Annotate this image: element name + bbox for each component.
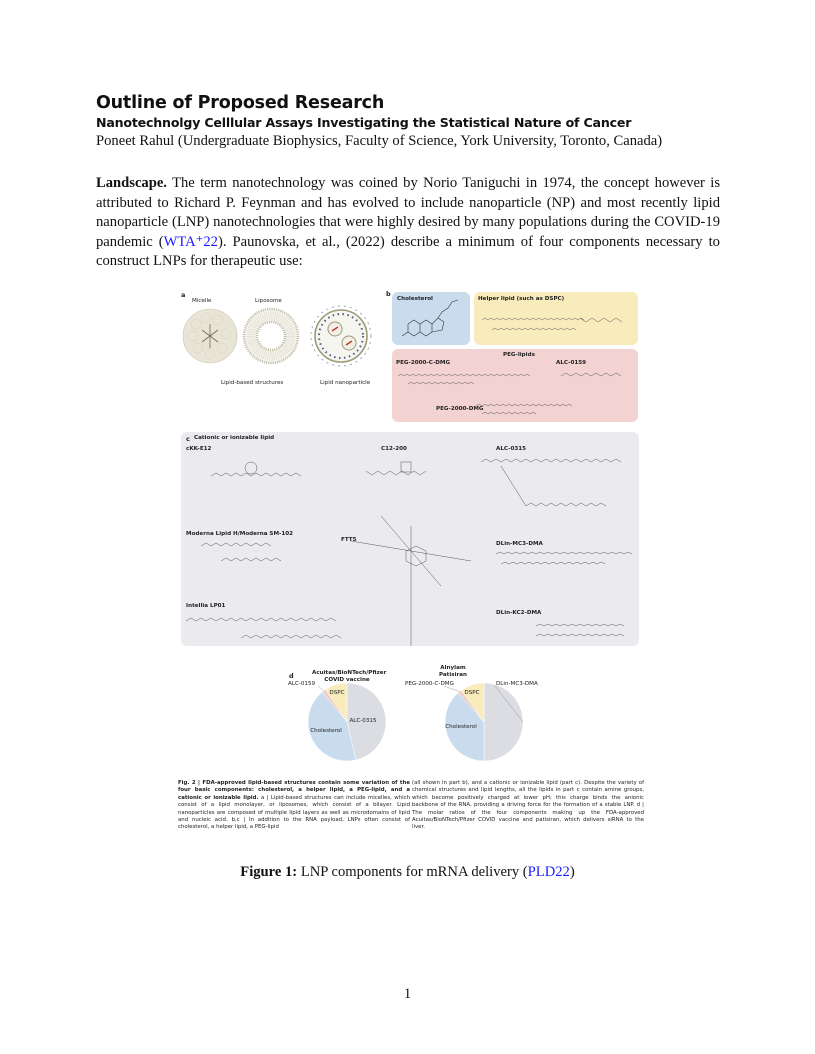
pie-label-peg-2000-c-dmg: PEG-2000-C-DMG — [405, 681, 454, 687]
pie-label-dlin-mc3-dma: DLin-MC3-DMA — [496, 681, 538, 687]
pie-leader-line — [318, 686, 324, 691]
lipid-structures-illustration — [178, 304, 378, 384]
panel-c-title: Cationic or ionizable lipid — [194, 435, 275, 441]
lipid-name-alc-0315: ALC-0315 — [496, 446, 527, 452]
peg-lipid-structures-icon — [396, 368, 636, 428]
pie-label-cholesterol: Cholesterol — [310, 728, 342, 734]
figure-caption-label: Figure 1: — [240, 864, 298, 880]
figure-caption-left — [178, 780, 410, 832]
pie1-title-line2: COVID vaccine — [324, 677, 370, 683]
caption-left-rest: a | Lipid-based structures can include micelles, which consist of a lipid monolayer, or liposomes, which consist of a bilayer. Lipid nanoparticles are composed of multiple lipid layers as well as microdomains of lipid and nucleic acid. b,c | In addition to the RNA payload, LNPs often consist of cholesterol, a helper lipid, a PEG-lipid — [178, 794, 410, 831]
paragraph-lead: Landscape. — [96, 175, 167, 191]
helper-lipid-label: Helper lipid (such as DSPC) — [478, 296, 565, 302]
lipid-name-dlin-mc3-dma: DLin-MC3-DMA — [496, 541, 543, 547]
alc-0159-label: ALC-0159 — [556, 360, 587, 366]
pie-label-cholesterol: Cholesterol — [445, 724, 477, 730]
cholesterol-label: Cholesterol — [397, 296, 433, 302]
landscape-paragraph — [96, 174, 720, 272]
figure-caption-close: ) — [569, 864, 575, 880]
micelle-label: Micelle — [192, 298, 212, 304]
panel-a-label: a — [181, 291, 186, 299]
document-title: Outline of Proposed Research — [96, 93, 385, 113]
figure-caption-text: LNP components for mRNA delivery ( — [297, 864, 528, 880]
lnp-figure — [178, 288, 644, 838]
lipid-nanoparticle-label: Lipid nanoparticle — [320, 380, 371, 386]
ionizable-lipid-structures-icon — [181, 446, 639, 646]
pie-label-alc-0315: ALC-0315 — [349, 718, 377, 724]
pie2-title-line1: Alnylam — [440, 665, 466, 671]
figure-caption-right: (all shown in part b), and a cationic or ionizable lipid (part c). Despite the variety of chemical structures and lipid lengths, all the lipids in part c contain amine groups, which become positively charged at lower pH; this charge binds the anionic backbone of the RNA, providing a driving force for the formation of a stable LNP. d | The molar ratios of the four components making up the FDA-approved Acuitas/BioNTech/Pfizer COVID vaccine and patisiran, which delivers siRNA to the liver. — [412, 780, 644, 831]
pie1-title-line1: Acuitas/BioNTech/Pfizer — [312, 670, 387, 676]
panel-d-label: d — [289, 672, 294, 680]
dspc-structure-icon — [480, 306, 630, 341]
figure-1-caption — [0, 864, 815, 881]
panel-b-label: b — [386, 290, 391, 298]
lipid-name-intellia-lp01: Intellia LP01 — [186, 603, 226, 609]
lipid-name-dlin-kc2-dma: DLin-KC2-DMA — [496, 610, 542, 616]
liposome-label: Liposome — [255, 298, 282, 304]
cholesterol-structure-icon — [396, 296, 466, 344]
liposome-icon — [244, 309, 298, 363]
lipid-name-ckk-e12: cKK-E12 — [186, 446, 212, 452]
lipid-name-c12-200: C12-200 — [381, 446, 407, 452]
pie2-title-line2: Patisiran — [438, 672, 468, 678]
lipid-name-sm-102: Moderna Lipid H/Moderna SM-102 — [186, 531, 294, 537]
paragraph-text-2: ). Paunovska, et al., (2022) describe a minimum of four components necessary to construct LNPs for therapeutic use: — [96, 233, 720, 270]
pie-label-alc-0159: ALC-0159 — [288, 681, 316, 687]
panel-c-label: c — [186, 435, 190, 443]
caption-left-bold: Fig. 2 | FDA-approved lipid-based structures contain some variation of the four basic components: cholesterol, a helper lipid, a PEG-lipid, and a cationic or ionizable lipid. — [178, 780, 410, 801]
lipid-based-structures-label: Lipid-based structures — [221, 380, 284, 386]
document-subtitle: Nanotechnolgy Celllular Assays Investigating the Statistical Nature of Cancer — [96, 115, 632, 130]
paragraph-text-1: The term nanotechnology was coined by Norio Taniguchi in 1974, the concept however is attributed to Richard P. Feynman and has evolved to include nanoparticle (NP) and most recently lipid nanoparticle (LNP) nanotechnologies that were highly desired by many populations during the COVID-19 pandemic ( — [96, 175, 720, 250]
peg-2000-dmg-label: PEG-2000-DMG — [436, 406, 484, 412]
author-line: Poneet Rahul (Undergraduate Biophysics, Faculty of Science, York University, Toronto, Canada) — [96, 133, 663, 149]
citation-link-wta22[interactable]: WTA⁺22 — [163, 233, 218, 250]
citation-link-pld22[interactable]: PLD22 — [527, 864, 570, 880]
pie-slice-dlin-mc3-dma — [484, 683, 523, 761]
molar-ratio-pie-charts — [178, 672, 640, 782]
page-number: 1 — [403, 986, 412, 1002]
peg-2000-c-dmg-label: PEG-2000-C-DMG — [396, 360, 451, 366]
pie-label-dspc: DSPC — [329, 690, 345, 696]
micelle-icon — [183, 309, 237, 363]
pie-label-dspc: DSPC — [464, 690, 480, 696]
peg-lipids-title: PEG-lipids — [503, 352, 535, 358]
lipid-nanoparticle-icon — [311, 306, 371, 366]
lipid-name-ftt5: FTT5 — [341, 537, 357, 543]
